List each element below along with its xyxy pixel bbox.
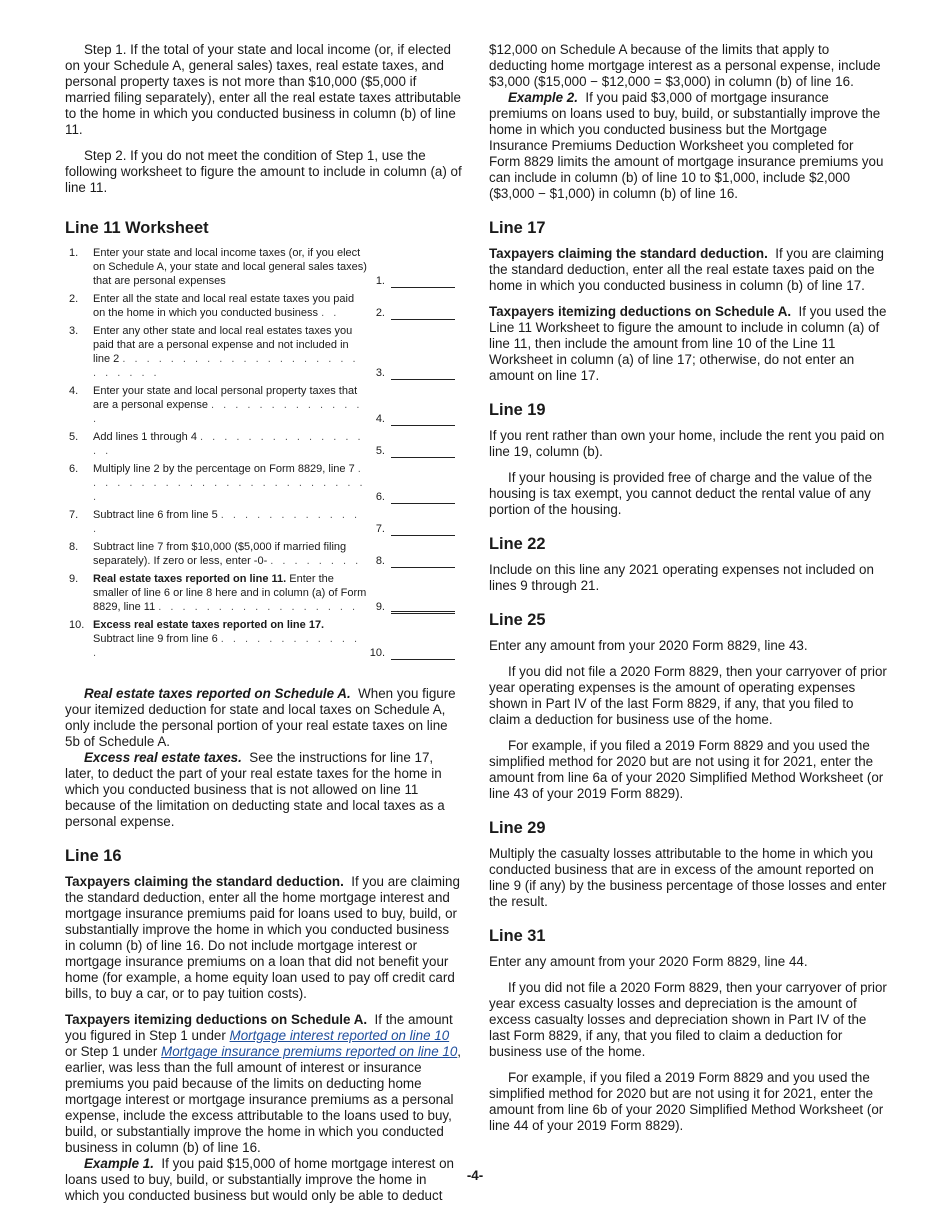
worksheet-line-text (93, 384, 367, 426)
worksheet-line-number: 10. (69, 619, 85, 631)
worksheet-line-bold: Excess real estate taxes reported on line 17. (93, 619, 325, 631)
l16-itemizing-heading: Taxpayers itemizing deductions on Schedule A. (65, 1012, 368, 1027)
worksheet-line-ref: 8. (375, 555, 385, 567)
l16-standard-heading: Taxpayers claiming the standard deduction. (65, 874, 344, 889)
worksheet-row (65, 540, 462, 568)
worksheet-line-body: Enter your state and local income taxes (or, if you elect on Schedule A, your state and local general sales taxes) that are personal expenses (93, 247, 367, 287)
worksheet-line-ref: 4. (375, 413, 385, 425)
worksheet-line-ref: 3. (375, 367, 385, 379)
excess-text: See the instructions for line 17, later, to deduct the part of your real estate taxes for the home in which you conducted business that is not allowed on line 11 because of the limitation on deducting state and local taxes as a personal expense. (65, 750, 445, 829)
worksheet-leader-dots: . . . . . . . . . . . . . . . . (93, 431, 364, 457)
worksheet-line-ref: 9. (375, 601, 385, 613)
worksheet-line-body: Subtract line 7 from $10,000 ($5,000 if married filing separately). If zero or less, enter -0- (93, 541, 347, 567)
worksheet-line-text (93, 246, 367, 288)
worksheet-line-text (93, 540, 367, 568)
re-schedule-a-paragraph (65, 686, 462, 750)
worksheet-line-body: Enter the smaller of line 6 or line 8 here and in column (a) of Form 8829, line 11 (93, 573, 367, 613)
worksheet-entry-field[interactable] (391, 599, 455, 614)
line31-title: Line 31 (489, 927, 546, 945)
worksheet-line-number: 8. (69, 541, 79, 553)
re-schedule-a-heading: Real estate taxes reported on Schedule A. (84, 686, 351, 701)
worksheet-line-ref: 1. (375, 275, 385, 287)
worksheet-leader-dots: . . . . . . . . . . . . . . (93, 399, 363, 425)
worksheet-line-text (93, 572, 367, 614)
worksheet-row (65, 246, 462, 288)
line19-title: Line 19 (489, 401, 546, 419)
worksheet-line-body: Subtract line 6 from line 5 (93, 509, 218, 521)
example2-paragraph (489, 90, 887, 202)
mortgage-insurance-link[interactable]: Mortgage insurance premiums reported on line 10 (161, 1044, 458, 1059)
worksheet-row (65, 508, 462, 536)
worksheet-entry-field[interactable] (391, 647, 455, 660)
step2-paragraph: Step 2. If you do not meet the condition of Step 1, use the following worksheet to figure the amount to include in column (a) of line 11. (65, 148, 462, 195)
l16-itemizing-text-a: If the amount you figured in Step 1 under (65, 1012, 453, 1043)
l31-paragraph-2: If you did not file a 2020 Form 8829, then your carryover of prior year excess casualty losses and depreciation is the amount of excess casualty losses and depreciation shown in Part IV of the last Form 8829, if any, that you filed to claim a deduction for business use of the home. (489, 980, 887, 1059)
worksheet-line-number: 7. (69, 509, 79, 521)
worksheet-entry-field[interactable] (391, 275, 455, 288)
l19-paragraph-1: If you rent rather than own your home, include the rent you paid on line 19, column (b). (489, 428, 885, 459)
l16-itemizing-paragraph (65, 1012, 462, 1156)
worksheet-line-ref: 7. (375, 523, 385, 535)
worksheet-leader-dots: . . . . . . . . . . . . . (93, 509, 361, 535)
l25-paragraph-2: If you did not file a 2020 Form 8829, then your carryover of prior year operating expenses is the amount of operating expenses shown in Part IV of the last Form 8829, if any, that you filed to claim a deduction for business use of the home. (489, 664, 887, 727)
worksheet-line-ref: 6. (375, 491, 385, 503)
excess-paragraph (65, 750, 462, 830)
worksheet-line-number: 6. (69, 463, 79, 475)
worksheet-line-number: 9. (69, 573, 79, 585)
worksheet-leader-dots: . . . . . . . . . . . . . . . . . (158, 601, 359, 613)
l31-paragraph-1: Enter any amount from your 2020 Form 8829, line 44. (489, 954, 808, 969)
example2-heading: Example 2. (508, 90, 578, 105)
worksheet-line-body: Multiply line 2 by the percentage on Form 8829, line 7 (93, 463, 355, 475)
re-schedule-a-text: When you figure your itemized deduction for state and local taxes on Schedule A, only include the personal portion of your real estate taxes on line 5b of Schedule A. (65, 686, 456, 749)
worksheet-line-number: 4. (69, 385, 79, 397)
worksheet-line-number: 2. (69, 293, 79, 305)
worksheet-title: Line 11 Worksheet (65, 219, 209, 237)
worksheet-line-text (93, 430, 367, 458)
example2-text: If you paid $3,000 of mortgage insurance premiums on loans used to buy, build, or substantially improve the home in which you conducted business but the Mortgage Insurance Premiums Deduction Worksheet you completed for Form 8829 limits the amount of mortgage insurance premiums you can include in column (b) of line 10 to $1,000, include $2,000 ($3,000 − $1,000) in column (b) of line 16. (489, 90, 884, 201)
worksheet-row (65, 462, 462, 504)
worksheet-entry-field[interactable] (391, 307, 455, 320)
worksheet-entry-field[interactable] (391, 491, 455, 504)
worksheet-line-text (93, 462, 367, 504)
worksheet-row (65, 572, 462, 614)
worksheet-leader-dots: . . (321, 307, 340, 319)
worksheet-line-text (93, 324, 367, 380)
mortgage-interest-link[interactable]: Mortgage interest reported on line 10 (229, 1028, 450, 1043)
worksheet-line-body: Enter all the state and local real estate taxes you paid on the home in which you conducted business (93, 293, 355, 319)
excess-heading: Excess real estate taxes. (84, 750, 242, 765)
l17-standard-text: If you are claiming the standard deduction, enter all the real estate taxes paid on the home in which you conducted business in column (b) of line 17. (489, 246, 884, 293)
step1-paragraph: Step 1. If the total of your state and local income (or, if elected on your Schedule A, general sales) taxes, real estate taxes, and personal property taxes is not more than $10,000 ($5,000 if married filing separately), enter all the real estate taxes attributable to the home in which you conducted business in column (b) of line 11. (65, 42, 461, 137)
l17-standard-paragraph (489, 246, 887, 294)
line29-title: Line 29 (489, 819, 546, 837)
line16-title: Line 16 (65, 847, 122, 865)
line11-worksheet (65, 246, 462, 660)
l17-itemizing-heading: Taxpayers itemizing deductions on Schedule A. (489, 304, 792, 319)
line22-title: Line 22 (489, 535, 546, 553)
example1-continued: $12,000 on Schedule A because of the limits that apply to deducting home mortgage interest as a personal expense, include $3,000 ($15,000 − $12,000 = $3,000) in column (b) of line 16. (489, 42, 881, 89)
worksheet-leader-dots: . . . . . . . . . . . . . . . . . . . . . . . . . . (93, 353, 359, 379)
worksheet-line-ref: 10. (369, 647, 385, 659)
worksheet-entry-field[interactable] (391, 367, 455, 380)
line25-title: Line 25 (489, 611, 546, 629)
worksheet-line-body: Subtract line 9 from line 6 (93, 633, 218, 645)
worksheet-line-body: Add lines 1 through 4 (93, 431, 197, 443)
l25-paragraph-3: For example, if you filed a 2019 Form 8829 and you used the simplified method for 2020 but are not using it for 2021, enter the amount from line 6a of your 2020 Simplified Method Worksheet (or line 43 of your 2019 Form 8829). (489, 738, 884, 801)
worksheet-row (65, 292, 462, 320)
worksheet-entry-field[interactable] (391, 413, 455, 426)
worksheet-leader-dots: . . . . . . . . . . . . . . . . . . . . . . . . . (93, 463, 366, 503)
worksheet-line-body: Enter your state and local personal property taxes that are a personal expense (93, 385, 358, 411)
worksheet-line-text (93, 508, 367, 536)
worksheet-line-body: Enter any other state and local real estates taxes you paid that are a personal expense and not included in line 2 (93, 325, 353, 365)
worksheet-line-number: 1. (69, 247, 79, 259)
worksheet-line-text (93, 292, 367, 320)
worksheet-line-number: 5. (69, 431, 79, 443)
worksheet-row (65, 384, 462, 426)
worksheet-entry-field[interactable] (391, 523, 455, 536)
example1-text: If you paid $15,000 of home mortgage interest on loans used to buy, build, or substantially improve the home in which you conducted business but would only be able to deduct (65, 1156, 454, 1203)
l22-paragraph-1: Include on this line any 2021 operating expenses not included on lines 9 through 21. (489, 562, 874, 593)
left-column (65, 42, 462, 1214)
worksheet-entry-field[interactable] (391, 445, 455, 458)
right-column (489, 42, 887, 1144)
worksheet-line-number: 3. (69, 325, 79, 337)
l17-itemizing-text: If you used the Line 11 Worksheet to figure the amount to include in column (a) of line 11, then include the amount from line 10 of the Line 11 Worksheet in column (a) of line 17; otherwise, do not enter an amount on line 17. (489, 304, 887, 383)
example1-heading: Example 1. (84, 1156, 154, 1171)
worksheet-leader-dots: . . . . . . . . (270, 555, 362, 567)
l16-standard-paragraph (65, 874, 462, 1002)
worksheet-line-ref: 5. (375, 445, 385, 457)
worksheet-row (65, 324, 462, 380)
l31-paragraph-3: For example, if you filed a 2019 Form 8829 and you used the simplified method for 2020 but are not using it for 2021, enter the amount from line 6b of your 2020 Simplified Method Worksheet (or line 44 of your 2019 Form 8829). (489, 1070, 884, 1133)
worksheet-row (65, 618, 462, 660)
worksheet-leader-dots: . . . . . . . . . . . . . (93, 633, 361, 659)
line17-title: Line 17 (489, 219, 546, 237)
l29-paragraph-1: Multiply the casualty losses attributable to the home in which you conducted business that are in excess of the amount reported on line 9 (if any) by the business percentage of those losses and enter the result. (489, 846, 887, 909)
l19-paragraph-2: If your housing is provided free of charge and the value of the housing is tax exempt, you cannot deduct the rental value of any portion of the housing. (489, 470, 873, 517)
l17-itemizing-paragraph (489, 304, 887, 384)
worksheet-line-bold: Real estate taxes reported on line 11. (93, 573, 287, 585)
worksheet-line-ref: 2. (375, 307, 385, 319)
worksheet-line-text (93, 618, 367, 660)
l25-paragraph-1: Enter any amount from your 2020 Form 8829, line 43. (489, 638, 808, 653)
l16-standard-text: If you are claiming the standard deduction, enter all the home mortgage interest and mortgage insurance premiums paid for loans used to buy, build, or substantially improve the home in which you conducted business in column (b) of line 16. Do not include mortgage interest or mortgage insurance premiums on a loan that did not benefit your home (for example, a home equity loan used to pay off credit card bills, to buy a car, or to pay tuition costs). (65, 874, 460, 1001)
page-number: -4- (466, 1168, 484, 1183)
worksheet-row (65, 430, 462, 458)
l16-itemizing-text-c: , earlier, was less than the full amount of interest or insurance premiums you paid because of the limits on deducting home mortgage interest or mortgage insurance premiums as a personal expense, include the excess attributable to the loans used to buy, build, or substantially improve the home in which you conducted business in column (b) of line 16. (65, 1044, 462, 1155)
worksheet-entry-field[interactable] (391, 555, 455, 568)
l17-standard-heading: Taxpayers claiming the standard deduction. (489, 246, 768, 261)
l16-itemizing-text-b: or Step 1 under (65, 1044, 158, 1059)
